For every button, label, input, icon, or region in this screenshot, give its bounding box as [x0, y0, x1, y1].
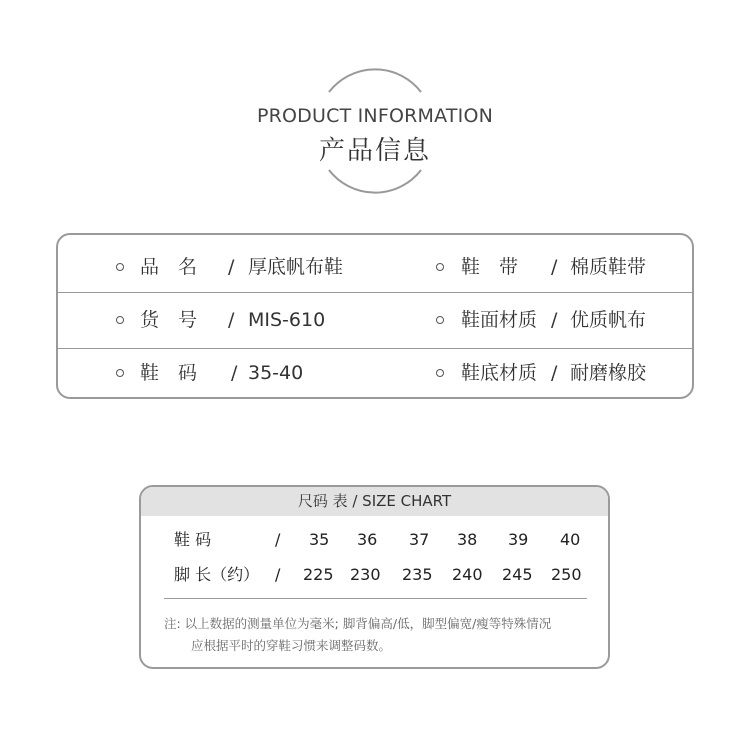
info-separator: / — [551, 309, 558, 331]
info-label: 鞋 带 — [461, 256, 519, 278]
info-value: 耐磨橡胶 — [570, 362, 647, 384]
product-info-header — [0, 0, 750, 200]
info-row — [58, 293, 692, 348]
info-row — [58, 240, 692, 295]
info-value: 优质帆布 — [570, 309, 647, 331]
bullet-icon — [116, 316, 124, 324]
bullet-icon — [436, 316, 444, 324]
size-row-shoe-size — [141, 525, 608, 555]
size-cell: 245 — [502, 565, 533, 584]
size-row-label: 鞋 码 — [174, 530, 212, 549]
size-chart-divider — [164, 598, 587, 599]
info-value: 35-40 — [248, 362, 304, 384]
header-title-zh: 产品信息 — [318, 136, 431, 166]
info-separator: / — [551, 362, 558, 384]
size-cell: 240 — [452, 565, 483, 584]
size-cell: 37 — [409, 530, 430, 549]
bullet-icon — [116, 263, 124, 271]
info-label: 鞋面材质 — [461, 309, 538, 331]
size-cell: 230 — [350, 565, 381, 584]
size-row-foot-length — [141, 560, 608, 590]
size-cell: 36 — [357, 530, 378, 549]
size-row-separator: / — [275, 530, 281, 549]
size-chart-card — [139, 485, 610, 669]
info-label: 货 号 — [140, 309, 198, 331]
info-separator: / — [228, 256, 235, 278]
bullet-icon — [436, 369, 444, 377]
size-cell: 250 — [551, 565, 582, 584]
size-cell: 225 — [303, 565, 334, 584]
size-cell: 39 — [508, 530, 529, 549]
size-cell: 40 — [560, 530, 581, 549]
info-separator: / — [551, 256, 558, 278]
product-info-table — [56, 233, 694, 399]
info-value: MIS-610 — [248, 309, 326, 331]
info-separator: / — [231, 362, 238, 384]
bullet-icon — [436, 263, 444, 271]
info-label: 鞋底材质 — [461, 362, 538, 384]
size-cell: 235 — [402, 565, 433, 584]
bullet-icon — [116, 369, 124, 377]
size-row-label: 脚 长（约） — [174, 565, 260, 584]
header-title-en: PRODUCT INFORMATION — [256, 105, 494, 127]
size-row-separator: / — [275, 565, 281, 584]
size-chart-note — [164, 613, 551, 657]
info-row — [58, 346, 692, 401]
header-arc-decoration — [0, 0, 750, 200]
info-value: 棉质鞋带 — [570, 256, 647, 278]
info-label: 鞋 码 — [140, 362, 198, 384]
size-cell: 38 — [457, 530, 478, 549]
info-label: 品 名 — [140, 256, 198, 278]
size-cell: 35 — [309, 530, 330, 549]
info-separator: / — [228, 309, 235, 331]
size-chart-title: 尺码 表 / SIZE CHART — [141, 487, 608, 516]
info-value: 厚底帆布鞋 — [248, 256, 344, 278]
note-line-1: 注: 以上数据的测量单位为毫米; 脚背偏高/低，脚型偏宽/瘦等特殊情况 — [164, 616, 552, 631]
note-line-2: 应根据平时的穿鞋习惯来调整码数。 — [191, 638, 392, 653]
